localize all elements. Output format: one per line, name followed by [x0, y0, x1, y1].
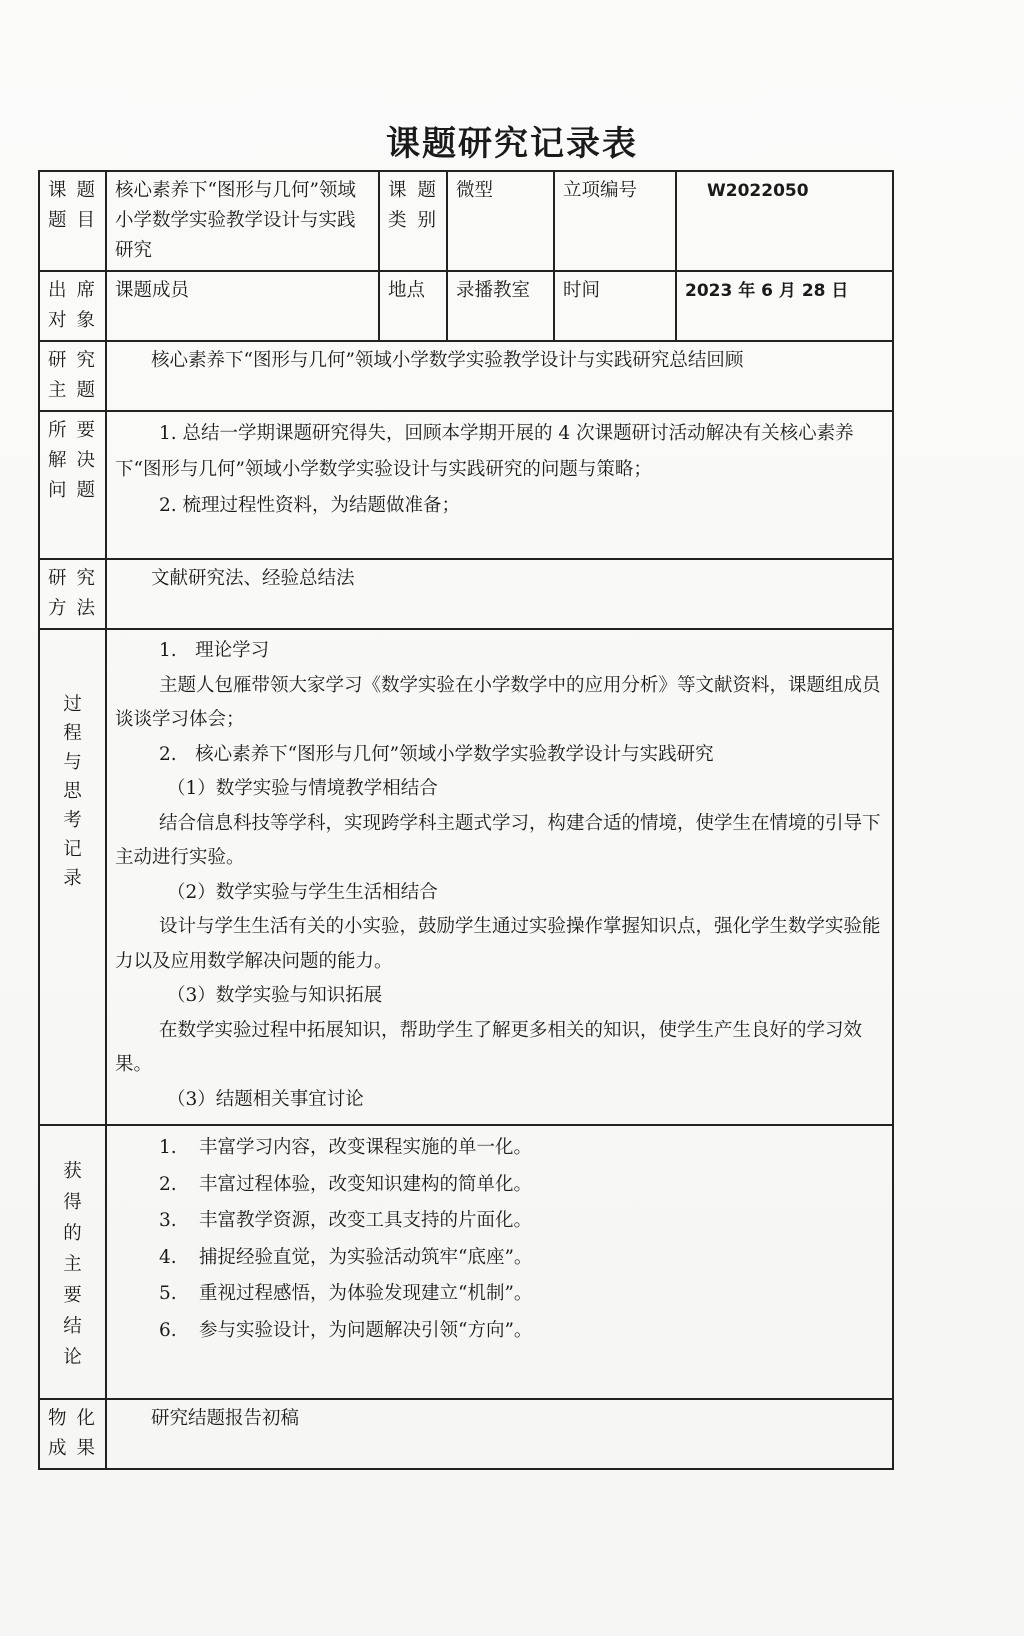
conclusion-item: 6. 参与实验设计，为问题解决引领“方向”。	[159, 1319, 533, 1341]
method-value: 文献研究法、经验总结法	[106, 559, 893, 629]
row-topic	[39, 171, 893, 271]
process-line: 主题人包雁带领大家学习《数学实验在小学数学中的应用分析》等文献资料，课题组成员谈谈学习体会；	[115, 674, 881, 730]
process-line: 设计与学生生活有关的小实验，鼓励学生通过实验操作掌握知识点，强化学生数学实验能力以及应用数学解决问题的能力。	[115, 916, 881, 972]
time-value: 2023 年 6 月 28 日	[676, 271, 893, 341]
process-line: 结合信息科技等学科，实现跨学科主题式学习，构建合适的情境，使学生在情境的引导下主动进行实验。	[115, 812, 881, 868]
problems-content	[106, 411, 893, 559]
conclusion-item: 3. 丰富教学资源，改变工具支持的片面化。	[159, 1210, 533, 1231]
problem-item: 2. 梳理过程性资料，为结题做准备；	[159, 495, 461, 516]
conclusions-content	[106, 1125, 893, 1399]
project-no-label: 立项编号	[554, 171, 676, 271]
page-title: 课题研究记录表	[386, 124, 638, 164]
problems-label: 所 要解 决问题	[39, 411, 106, 559]
record-table	[38, 170, 894, 1470]
conclusions-label: 获得的主要结论	[39, 1125, 106, 1399]
place-value: 录播教室	[447, 271, 554, 341]
method-label: 研 究方法	[39, 559, 106, 629]
time-label: 时间	[554, 271, 676, 341]
attendees-value: 课题成员	[106, 271, 379, 341]
results-value: 研究结题报告初稿	[106, 1399, 893, 1469]
topic-label: 课 题题目	[39, 171, 106, 271]
process-line: （2）数学实验与学生生活相结合	[167, 881, 438, 903]
row-results	[39, 1399, 893, 1469]
process-content	[106, 629, 893, 1125]
process-line: 在数学实验过程中拓展知识，帮助学生了解更多相关的知识，使学生产生良好的学习效果。	[115, 1019, 863, 1075]
conclusion-item: 4. 捕捉经验直觉，为实验活动筑牢“底座”。	[159, 1246, 533, 1268]
problem-item: 1. 总结一学期课题研究得失，回顾本学期开展的 4 次课题研讨活动解决有关核心素养下“图形与几何”领域小学数学实验设计与实践研究的问题与策略；	[115, 423, 854, 480]
process-line: 1. 理论学习	[159, 640, 270, 661]
process-line: 2. 核心素养下“图形与几何”领域小学数学实验教学设计与实践研究	[159, 743, 714, 765]
project-no-value: W2022050	[676, 171, 893, 271]
process-label: 过程与思考记录	[39, 629, 106, 1125]
row-attendees	[39, 271, 893, 341]
conclusion-item: 5. 重视过程感悟，为体验发现建立“机制”。	[159, 1283, 533, 1304]
attendees-label: 出 席对象	[39, 271, 106, 341]
results-label: 物 化成果	[39, 1399, 106, 1469]
row-method	[39, 559, 893, 629]
conclusion-item: 2. 丰富过程体验，改变知识建构的简单化。	[159, 1173, 533, 1195]
row-theme	[39, 341, 893, 411]
row-process	[39, 629, 893, 1125]
row-problems	[39, 411, 893, 559]
theme-value: 核心素养下“图形与几何”领域小学数学实验教学设计与实践研究总结回顾	[106, 341, 893, 411]
process-line: （3）数学实验与知识拓展	[167, 985, 383, 1006]
category-value: 微型	[447, 171, 554, 271]
process-line: （1）数学实验与情境教学相结合	[167, 778, 438, 799]
conclusion-item: 1. 丰富学习内容，改变课程实施的单一化。	[159, 1137, 533, 1158]
row-conclusions	[39, 1125, 893, 1399]
place-label: 地点	[379, 271, 447, 341]
process-line: （3）结题相关事宜讨论	[167, 1088, 364, 1110]
theme-label: 研 究主题	[39, 341, 106, 411]
topic-value: 核心素养下“图形与几何”领域小学数学实验教学设计与实践研究	[106, 171, 379, 271]
category-label: 课 题类别	[379, 171, 447, 271]
